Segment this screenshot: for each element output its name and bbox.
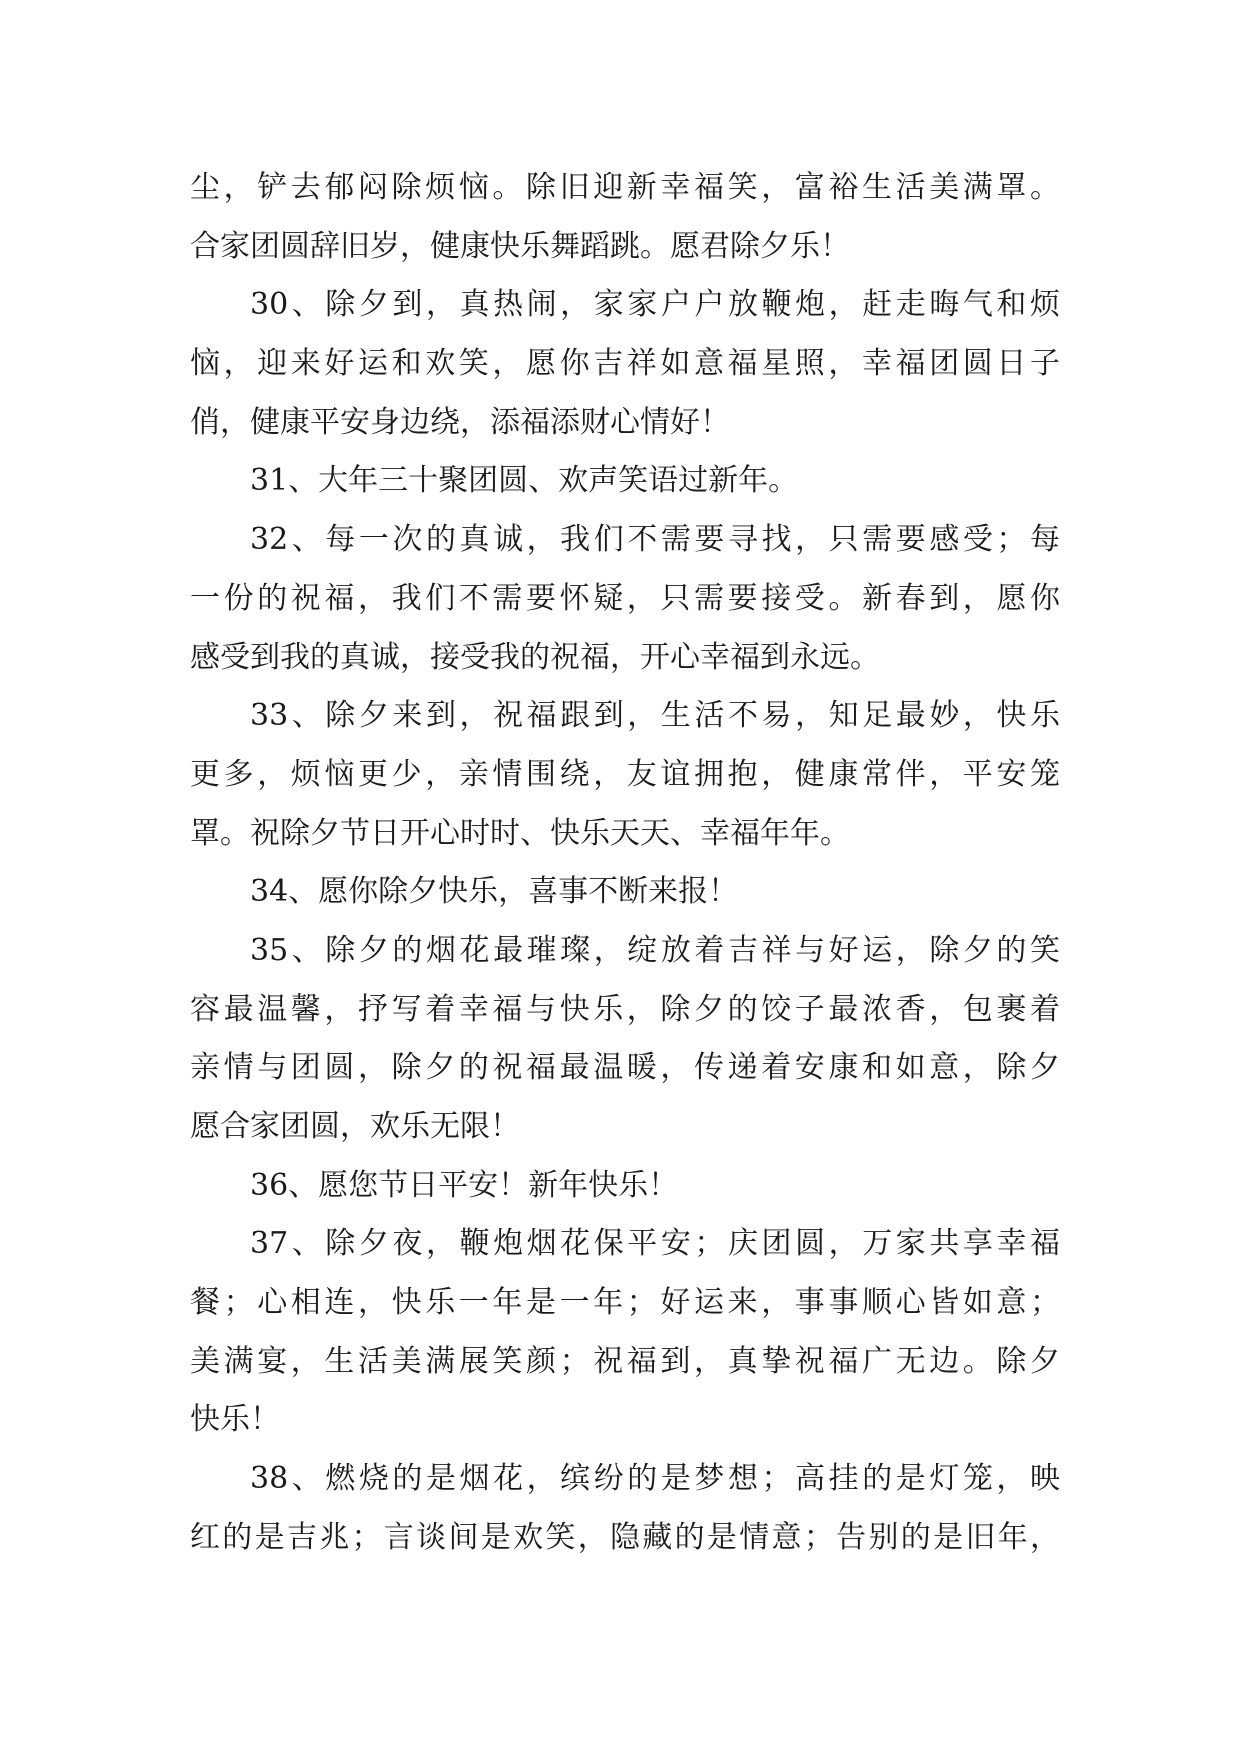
text-line: 美满宴，生活美满展笑颜；祝福到，真挚祝福广无边。除夕 [190, 1343, 1060, 1379]
document-body [190, 159, 1060, 1568]
text-line: 快乐！ [190, 1402, 280, 1438]
paragraph-38-start: 38、燃烧的是烟花，缤纷的是梦想；高挂的是灯笼，映 [250, 1461, 1060, 1497]
text-line: 感受到我的真诚，接受我的祝福，开心幸福到永远。 [190, 639, 880, 675]
paragraph-32-start: 32、每一次的真诚，我们不需要寻找，只需要感受；每 [250, 522, 1060, 558]
paragraph-36: 36、愿您节日平安！新年快乐！ [250, 1167, 679, 1203]
text-line: 更多，烦恼更少，亲情围绕，友谊拥抱，健康常伴，平安笼 [190, 756, 1060, 792]
paragraph-33-start: 33、除夕来到，祝福跟到，生活不易，知足最妙，快乐 [250, 698, 1060, 734]
text-line: 餐；心相连，快乐一年是一年；好运来，事事顺心皆如意； [190, 1285, 1060, 1321]
text-line: 罩。祝除夕节日开心时时、快乐天天、幸福年年。 [190, 815, 850, 851]
text-line: 尘，铲去郁闷除烦恼。除旧迎新幸福笑，富裕生活美满罩。 [190, 170, 1060, 205]
paragraph-37-start: 37、除夕夜，鞭炮烟花保平安；庆团圆，万家共享幸福 [250, 1226, 1060, 1262]
text-line: 一份的祝福，我们不需要怀疑，只需要接受。新春到，愿你 [190, 580, 1060, 616]
text-line: 容最温馨，抒写着幸福与快乐，除夕的饺子最浓香，包裹着 [190, 991, 1060, 1027]
paragraph-34: 34、愿你除夕快乐，喜事不断来报！ [250, 874, 739, 910]
paragraph-30-start: 30、除夕到，真热闹，家家户户放鞭炮，赶走晦气和烦 [250, 287, 1060, 323]
paragraph-35-start: 35、除夕的烟花最璀璨，绽放着吉祥与好运，除夕的笑 [250, 932, 1060, 968]
paragraph-31: 31、大年三十聚团圆、欢声笑语过新年。 [250, 463, 799, 499]
text-line: 愿合家团圆，欢乐无限！ [190, 1109, 520, 1144]
text-line: 亲情与团圆，除夕的祝福最温暖，传递着安康和如意，除夕 [190, 1050, 1060, 1086]
text-line: 俏，健康平安身边绕，添福添财心情好！ [190, 404, 730, 440]
text-line: 恼，迎来好运和欢笑，愿你吉祥如意福星照，幸福团圆日子 [190, 346, 1060, 382]
text-line: 红的是吉兆；言谈间是欢笑，隐藏的是情意；告别的是旧年， [190, 1519, 1060, 1555]
text-line: 合家团圆辞旧岁，健康快乐舞蹈跳。愿君除夕乐！ [190, 228, 850, 264]
